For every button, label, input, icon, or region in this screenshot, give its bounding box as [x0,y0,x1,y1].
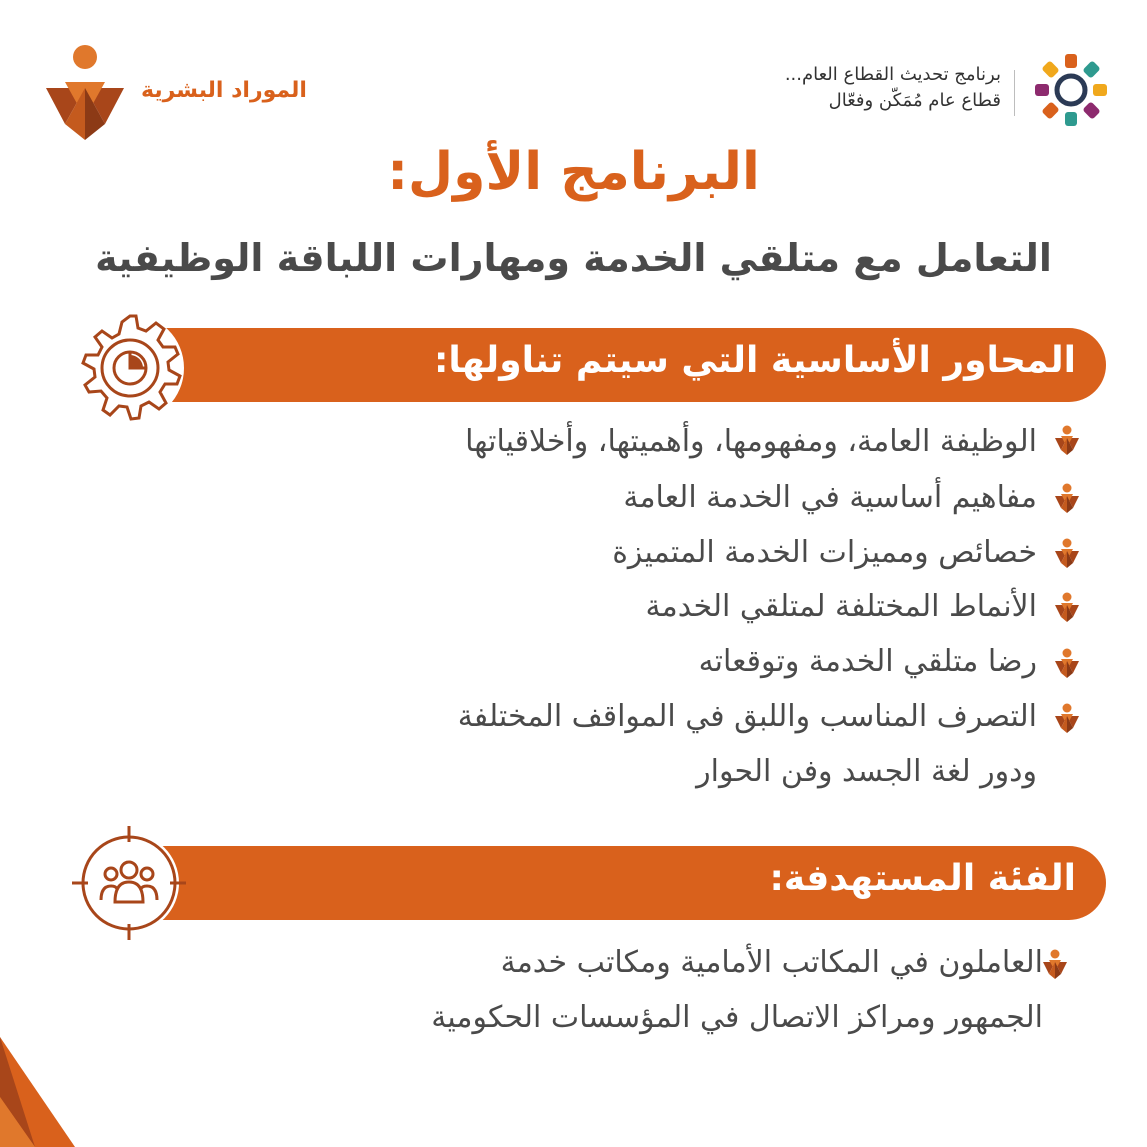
topic-item: الوظيفة العامة، ومفهومها، وأهميتها، وأخلاقياتها [465,424,1037,459]
program-name-line1: برنامج تحديث القطاع العام... [784,64,1001,85]
hr-person-logo-icon [42,44,128,140]
target-group-item-line2: الجمهور ومراكز الاتصال في المؤسسات الحكومية [431,1000,1043,1035]
target-group-item-line1: العاملون في المكاتب الأمامية ومكاتب خدمة [500,945,1043,980]
person-bullet-icon [1053,538,1081,568]
target-people-icon [70,824,188,942]
topic-item: الأنماط المختلفة لمتلقي الخدمة [645,589,1037,624]
flower-emblem-icon [1031,50,1111,130]
page-title: البرنامج الأول: [387,142,760,202]
person-bullet-icon [1053,703,1081,733]
topic-item-continuation: ودور لغة الجسد وفن الحوار [696,754,1037,789]
gear-pie-chart-icon [74,312,186,424]
page-subtitle: التعامل مع متلقي الخدمة ومهارات اللباقة الوظيفية [95,236,1052,280]
corner-triangle-decoration [0,1017,90,1147]
person-bullet-icon [1041,949,1069,979]
person-bullet-icon [1053,648,1081,678]
target-group-banner [148,846,1106,920]
person-bullet-icon [1053,425,1081,455]
topic-item: مفاهيم أساسية في الخدمة العامة [623,480,1037,515]
topic-item: رضا متلقي الخدمة وتوقعاته [698,644,1037,679]
person-bullet-icon [1053,592,1081,622]
hr-logo [42,44,312,140]
topic-item: خصائص ومميزات الخدمة المتميزة [612,535,1037,570]
target-group-heading: الفئة المستهدفة: [769,858,1076,899]
program-name-line2: قطاع عام مُمَكّن وفعّال [828,90,1001,111]
psm-program-logo [711,50,1111,136]
hr-logo-text: الموراد البشرية [141,78,307,103]
logo-divider [1014,70,1015,116]
person-bullet-icon [1053,483,1081,513]
topics-banner [148,328,1106,402]
topic-item: التصرف المناسب واللبق في المواقف المختلفة [457,699,1037,734]
topics-heading: المحاور الأساسية التي سيتم تناولها: [434,340,1076,381]
